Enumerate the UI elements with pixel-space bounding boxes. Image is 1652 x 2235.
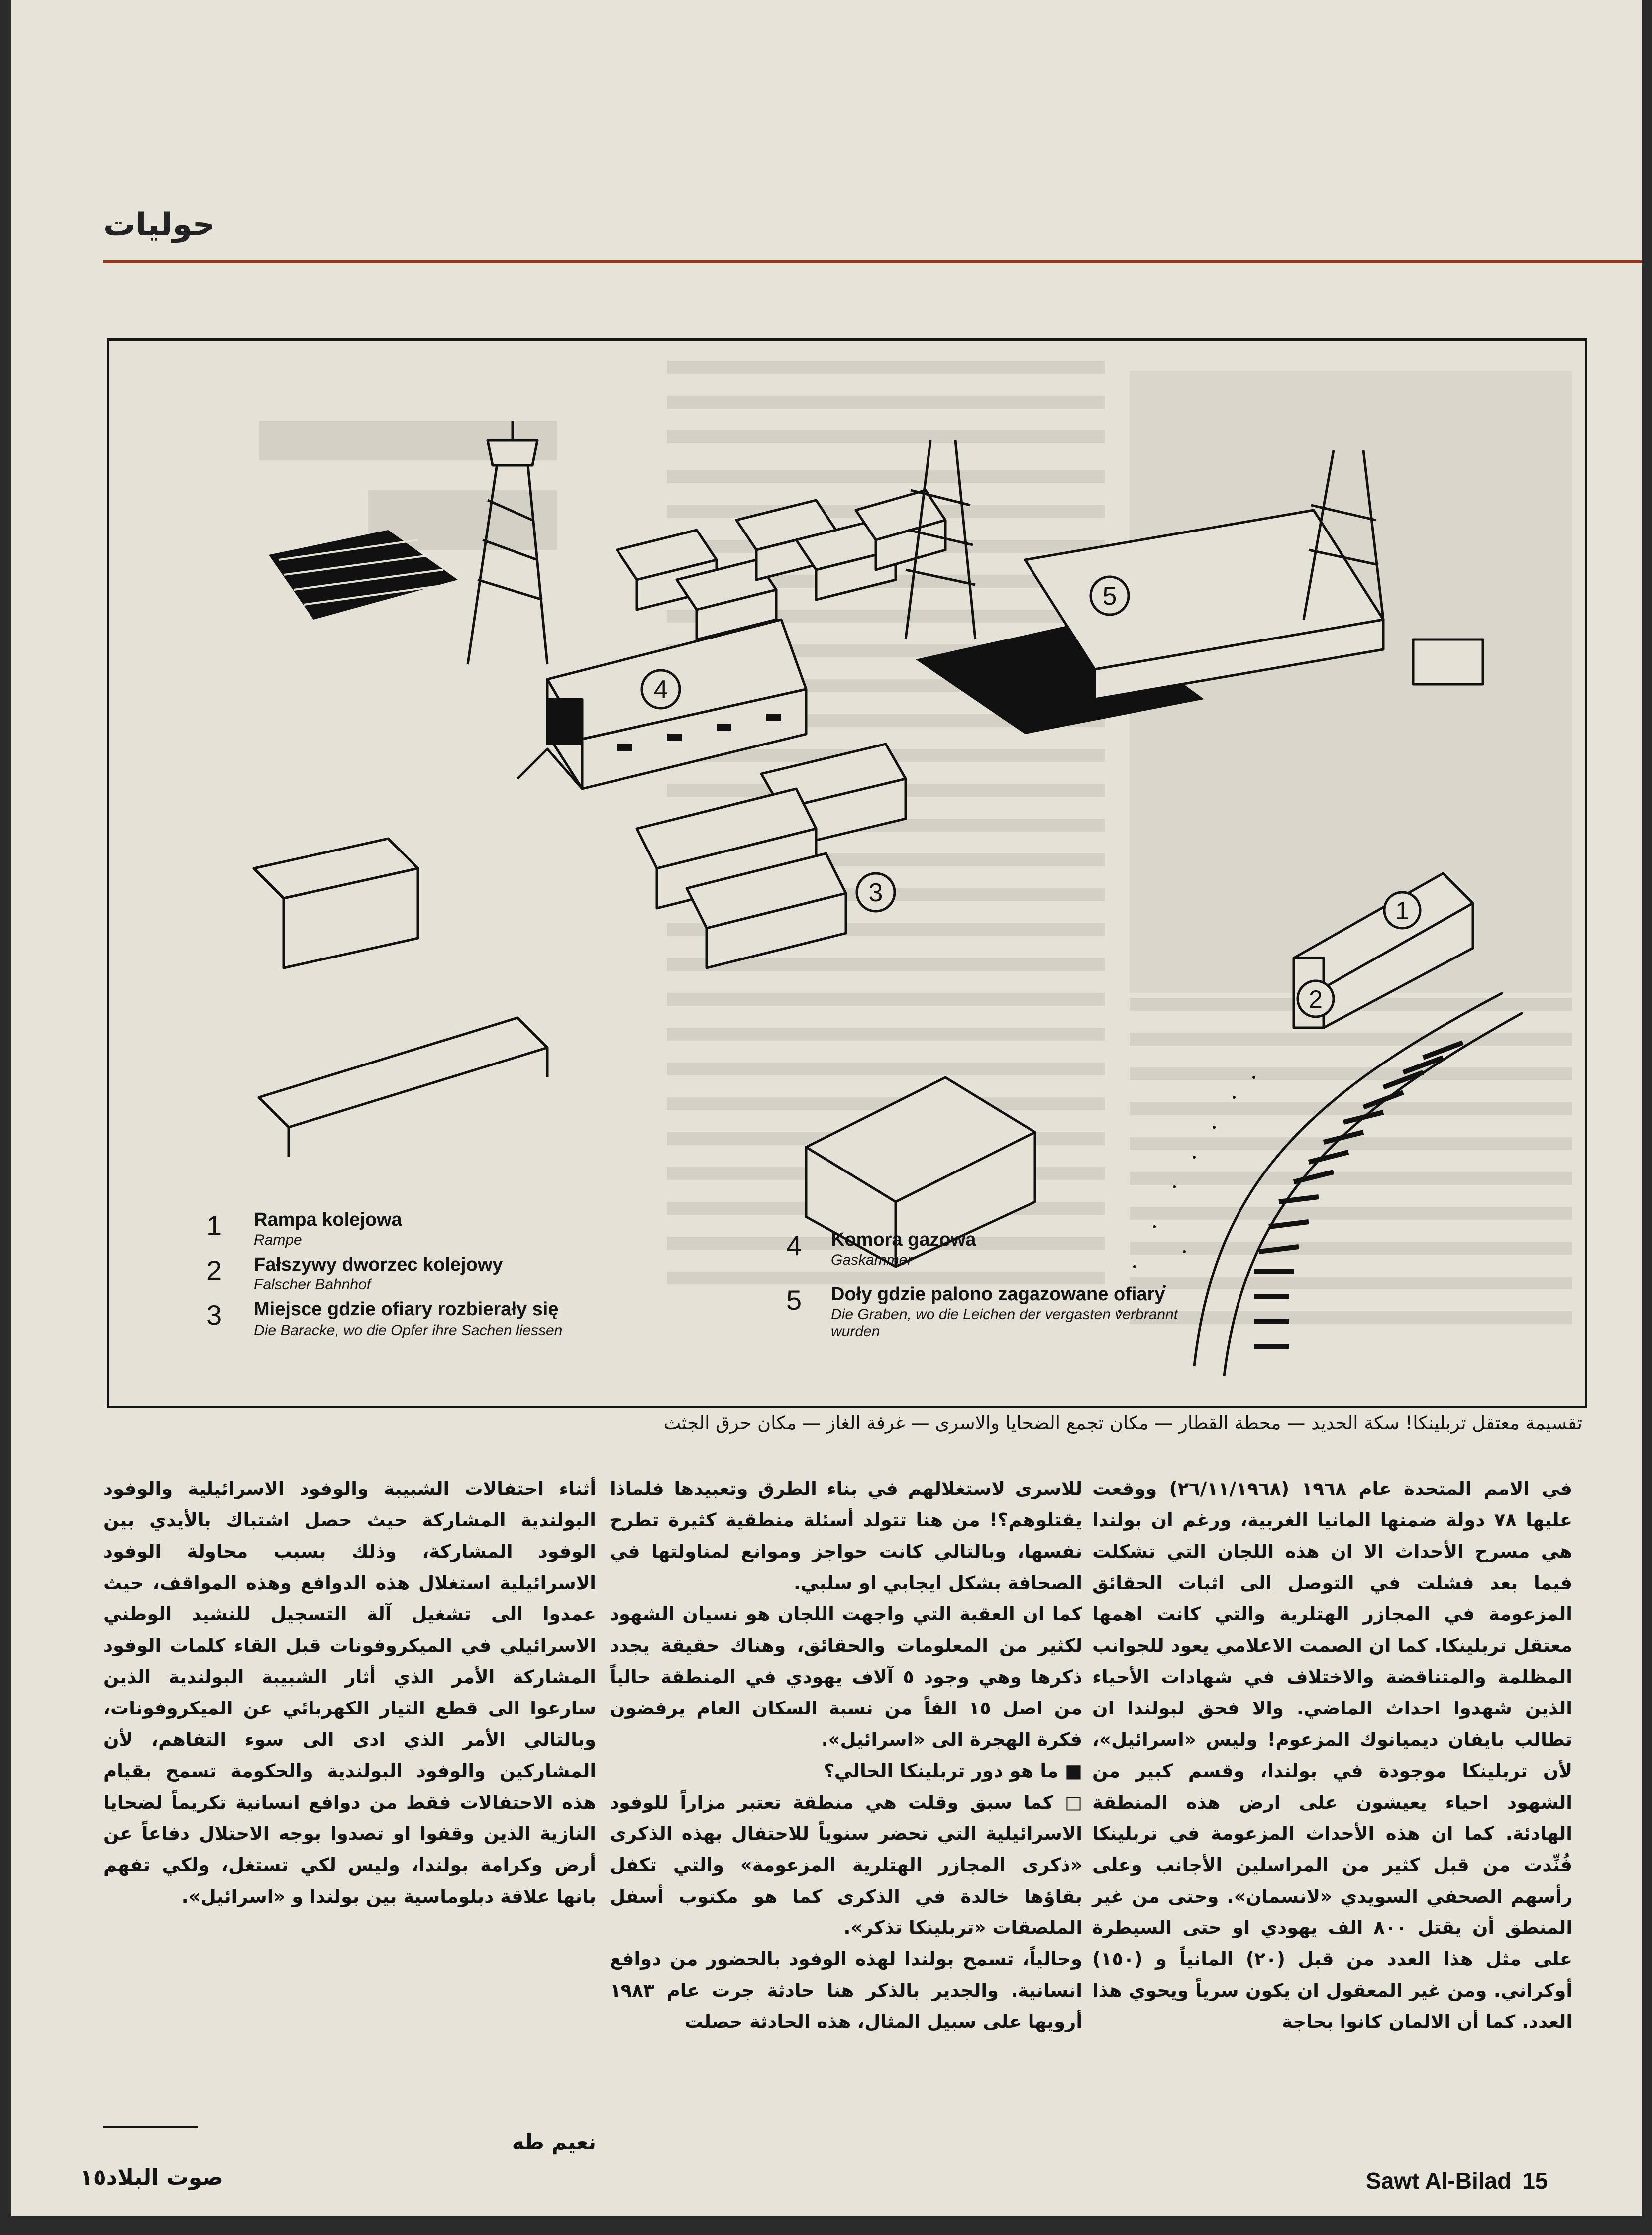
article-column-2 [610, 1473, 1082, 2037]
legend-label-de: Rampe [254, 1232, 302, 1248]
page-number-arabic: ١٥ [80, 2165, 106, 2190]
legend-number: 4 [786, 1230, 802, 1261]
article-paragraph: □ كما سبق وقلت هي منطقة تعتبر مزاراً للوفود الاسرائيلية التي تحضر سنوياً للاحتفال بهذه الذكرى «ذكرى المجازر الهتلرية المزعومة» والتي تكفل بقاؤها خالدة في الذكرى كما هو مكتوب أسفل الملصقات «تربلينكا تذكر». [610, 1792, 1082, 1938]
article-paragraph: كما ان العقبة التي واجهت اللجان هو نسيان الشهود لكثير من المعلومات والحقائق، وهناك حقيقة يجدد ذكرها وهي وجود ٥ آلاف يهودي في المنطقة حالياً من اصل ١٥ الفاً من نسبة السكان العام يرفضون فكرة الهجرة الى «اسرائيل». [610, 1603, 1082, 1750]
author-rule [103, 2126, 198, 2128]
article-paragraph: أثناء احتفالات الشبيبة والوفود الاسرائيلية والوفود البولندية المشاركة حيث حصل اشتباك بالأيدي بين الوفود المشاركة، وذلك بسبب محاولة الوفود الاسرائيلية استغلال هذه الدوافع وهذه المواقف، حيث عمدوا الى تشغيل آلة التسجيل للنشيد الوطني الاسرائيلي في الميكروفونات قبل القاء كلمات الوفود المشاركة الأمر الذي أثار الشبيبة البولندية الذين سارعوا الى قطع التيار الكهربائي عن الميكروفونات، وبالتالي الأمر الذي ادى الى سوء التفاهم، لأن المشاركين والوفود البولندية والحكومة تسمح بقيام هذه الاحتفالات فقط من دوافع انسانية تكريماً لضحايا النازية الذين وقفوا او تصدوا بوجه الاحتلال دفاعاً عن أرض وكرامة بولندا، وليس لكي تستغل، ولكي تفهم بانها علاقة دبلوماسية بين بولندا و «اسرائيل». [103, 1478, 596, 1907]
article-paragraph: في الامم المتحدة عام ١٩٦٨ (٢٦/١١/١٩٦٨) ووقعت عليها ٧٨ دولة ضمنها المانيا الغربية، ورغم ان بولندا هي مسرح الأحداث الا ان هذه اللجان التي تشكلت فيما بعد فشلت في التوصل الى اثبات الحقائق المزعومة في المجازر الهتلرية والتي كانت اهمها معتقل تربلينكا. كما ان الصمت الاعلامي يعود للجوانب المظلمة والمتناقضة والاختلاف في شهادات الأحياء الذين شهدوا احداث الماضي. والا فحق لبولندا ان تطالب بايفان ديميانوك المزعوم! وليس «اسرائيل»، لأن تربلينكا موجودة في بولندا، وقسم كبير من الشهود احياء يعيشون على ارض هذه المنطقة الهادئة. كما ان هذه الأحداث المزعومة في تربلينكا فُنِّدت من قبل كثير من المراسلين الأجانب وعلى رأسهم الصحفي السويدي «لانسمان». وحتى من غير المنطق أن يقتل ٨٠٠ الف يهودي او حتى السيطرة على مثل هذا العدد من قبل (٢٠) المانياً و (١٥٠) أوكراني. ومن غير المعقول ان يكون سرياً ويحوي هذا العدد. كما أن الالمان كانوا بحاجة [1092, 1478, 1573, 2032]
scan-edge-right [1642, 0, 1652, 2235]
publication-title: Sawt Al-Bilad [1366, 2168, 1512, 2194]
header-rule [103, 260, 1642, 263]
legend-label-pl: Komora gazowa [831, 1229, 976, 1250]
scan-edge-bottom [0, 2216, 1652, 2235]
legend-number: 5 [786, 1284, 802, 1316]
author-name: نعيم طه [512, 2130, 596, 2154]
map-legend [109, 341, 1585, 1406]
scan-edge-left [0, 0, 11, 2235]
legend-label-de: Die Baracke, wo die Opfer ihre Sachen liessen [254, 1322, 563, 1339]
treblinka-map-figure [107, 338, 1587, 1408]
interview-question: ■ ما هو دور تربلينكا الحالي؟ [824, 1760, 1082, 1782]
section-logo: حوليات [103, 207, 215, 243]
legend-label-pl: Miejsce gdzie ofiary rozbierały się [254, 1299, 559, 1320]
legend-number: 3 [206, 1299, 222, 1331]
map-marker-2: 2 [1309, 985, 1323, 1013]
legend-label-pl: Rampa kolejowa [254, 1209, 402, 1230]
legend-label-de: Die Graben, wo die Leichen der vergasten verbrannt wurden [831, 1306, 1178, 1340]
footer-left [60, 2165, 223, 2190]
legend-label-pl: Doły gdzie palono zagazowane ofiary [831, 1284, 1165, 1305]
figure-caption: تقسيمة معتقل تربلينكا! سكة الحديد — محطة القطار — مكان تجمع الضحايا والاسرى — غرفة الغاز — مكان حرق الجثث [663, 1412, 1582, 1434]
page-number: 15 [1522, 2168, 1548, 2194]
article-column-3 [103, 1473, 596, 1912]
article-paragraph: للاسرى لاستغلالهم في بناء الطرق وتعبيدها فلماذا يقتلوهم؟! من هنا تتولد أسئلة منطقية كثيرة تطرح نفسها، وبالتالي كانت حواجز وموانع لمناولتها في الصحافة بشكل ايجابي او سلبي. [610, 1478, 1082, 1594]
article-paragraph: وحالياً، تسمح بولندا لهذه الوفود بالحضور من دوافع انسانية. والجدير بالذكر هنا حادثة جرت عام ١٩٨٣ أرويها على سبيل المثال، هذه الحادثة حصلت [610, 1948, 1082, 2032]
map-marker-3: 3 [868, 878, 883, 907]
legend-label-pl: Fałszywy dworzec kolejowy [254, 1254, 503, 1275]
legend-number: 2 [206, 1255, 222, 1286]
article-column-1 [1092, 1473, 1572, 2037]
legend-label-de: Falscher Bahnhof [254, 1277, 371, 1293]
legend-label-de: Gaskammer [831, 1252, 913, 1268]
map-marker-1: 1 [1395, 897, 1409, 925]
legend-number: 1 [206, 1210, 222, 1241]
map-marker-5: 5 [1102, 582, 1117, 611]
publication-title-arabic: صوت البلاد [106, 2165, 223, 2190]
footer-right [1366, 2167, 1548, 2194]
map-marker-4: 4 [653, 675, 668, 704]
